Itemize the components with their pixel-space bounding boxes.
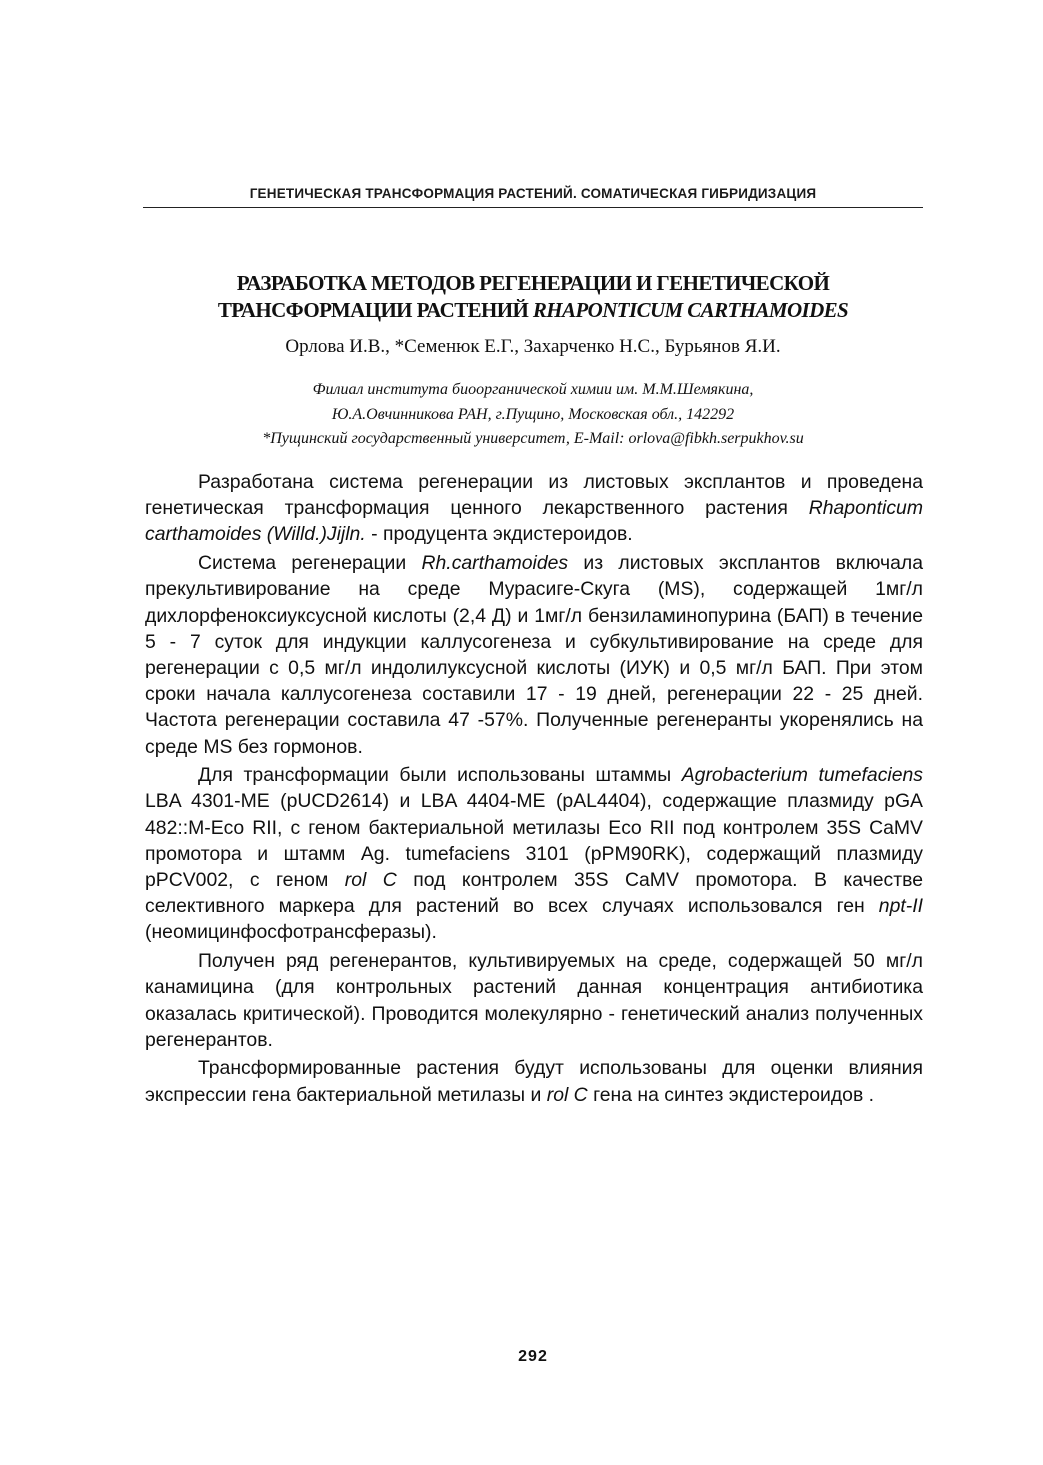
paragraph-1 (145, 469, 923, 548)
affiliation-line-3: *Пущинский государственный университет, E-Mail: orlova@fibkh.serpukhov.su (262, 430, 804, 447)
p3-text-g: (неомицинфосфотрансферазы). (145, 921, 437, 944)
header-rule (143, 207, 923, 208)
affiliation-line-1: Филиал института биоорганической химии им. М.М.Шемякина, (312, 381, 754, 398)
p3-text-a: Для трансформации были использованы штаммы (198, 764, 682, 787)
p5-text-a: Трансформированные растения будут использованы для оценки влияния экспрессии гена бактериальной метилазы и (145, 1057, 923, 1106)
section-header: ГЕНЕТИЧЕСКАЯ ТРАНСФОРМАЦИЯ РАСТЕНИЙ. СОМАТИЧЕСКАЯ ГИБРИДИЗАЦИЯ (249, 186, 817, 201)
paragraph-4: Получен ряд регенерантов, культивируемых на среде, содержащей 50 мг/л канамицина (для контрольных растений данная концентрация антибиотика оказалась критической). Проводится молекулярно - генетический анализ полученных регенерантов. (145, 950, 923, 1051)
p3-text-c: LBA 4301-ME (pUCD2614) и LBA 4404-ME (pAL4404), содержащие плазмиду pGA 482::M-Eco RII, с геном бактериальной метилазы Eco RII под контролем 35S CaMV промотора и штамм Ag. tumefaciens 3101 (pPM90RK), содержащий плазмиду pPCV002, с геном (145, 790, 923, 892)
affiliation-line-2: Ю.А.Овчинникова РАН, г.Пущино, Московская обл., 142292 (331, 405, 735, 423)
abstract-body (145, 469, 923, 1110)
p3-gene-nptii: npt-II (878, 895, 923, 918)
p3-text-e: под контролем 35S CaMV промотора. В качестве селективного маркера для растений во всех случаях использовался ген (145, 869, 923, 918)
p5-text-c: гена на синтез экдистероидов . (587, 1083, 875, 1106)
title-species: RHAPONTICUM CARTHAMOIDES (532, 298, 849, 322)
article-title (143, 270, 923, 324)
p2-text-a: Система регенерации (198, 552, 422, 575)
p2-text-c: из листовых эксплантов включала прекультивирование на среде Мурасиге-Скуга (MS), содержащей 1мг/л дихлорфеноксиуксусной кислоты (2,4 Д) и 1мг/л бензиламинопурина (БАП) в течение 5 - 7 суток для индукции каллусогенеза и субкультивирование на среде для регенерации с 0,5 мг/л индолилуксусной кислоты (ИУК) и 0,5 мг/л БАП. При этом сроки начала каллусогенеза составили 17 - 19 дней, регенерации 22 - 25 дней. Частота регенерации составила 47 -57%. Полученные регенеранты укоренялись на среде MS без гормонов. (145, 552, 923, 758)
page-number: 292 (518, 1348, 548, 1365)
p1-text-a: Разработана система регенерации из листовых эксплантов и проведена генетическая трансформация ценного лекарственного растения (145, 471, 923, 520)
p3-gene-rolc: rol C (344, 869, 397, 892)
paragraph-5 (145, 1055, 923, 1107)
title-line-2 (143, 297, 923, 324)
p1-text-c: - продуцента экдистероидов. (365, 523, 633, 546)
paragraph-2 (145, 550, 923, 760)
title-line-2-prefix: ТРАНСФОРМАЦИИ РАСТЕНИЙ (217, 298, 533, 322)
p1-species: Rhaponticum carthamoides (Willd.)Jijln. (145, 497, 923, 546)
paragraph-3 (145, 762, 923, 945)
title-line-1: РАЗРАБОТКА МЕТОДОВ РЕГЕНЕРАЦИИ И ГЕНЕТИЧЕСКОЙ (236, 271, 830, 295)
affiliation (143, 378, 923, 452)
authors: Орлова И.В., *Семенюк Е.Г., Захарченко Н.С., Бурьянов Я.И. (285, 336, 781, 357)
p2-species: Rh.carthamoides (421, 552, 569, 575)
p3-species: Agrobacterium tumefaciens (681, 764, 923, 787)
p5-gene-rolc: rol C (546, 1083, 588, 1106)
